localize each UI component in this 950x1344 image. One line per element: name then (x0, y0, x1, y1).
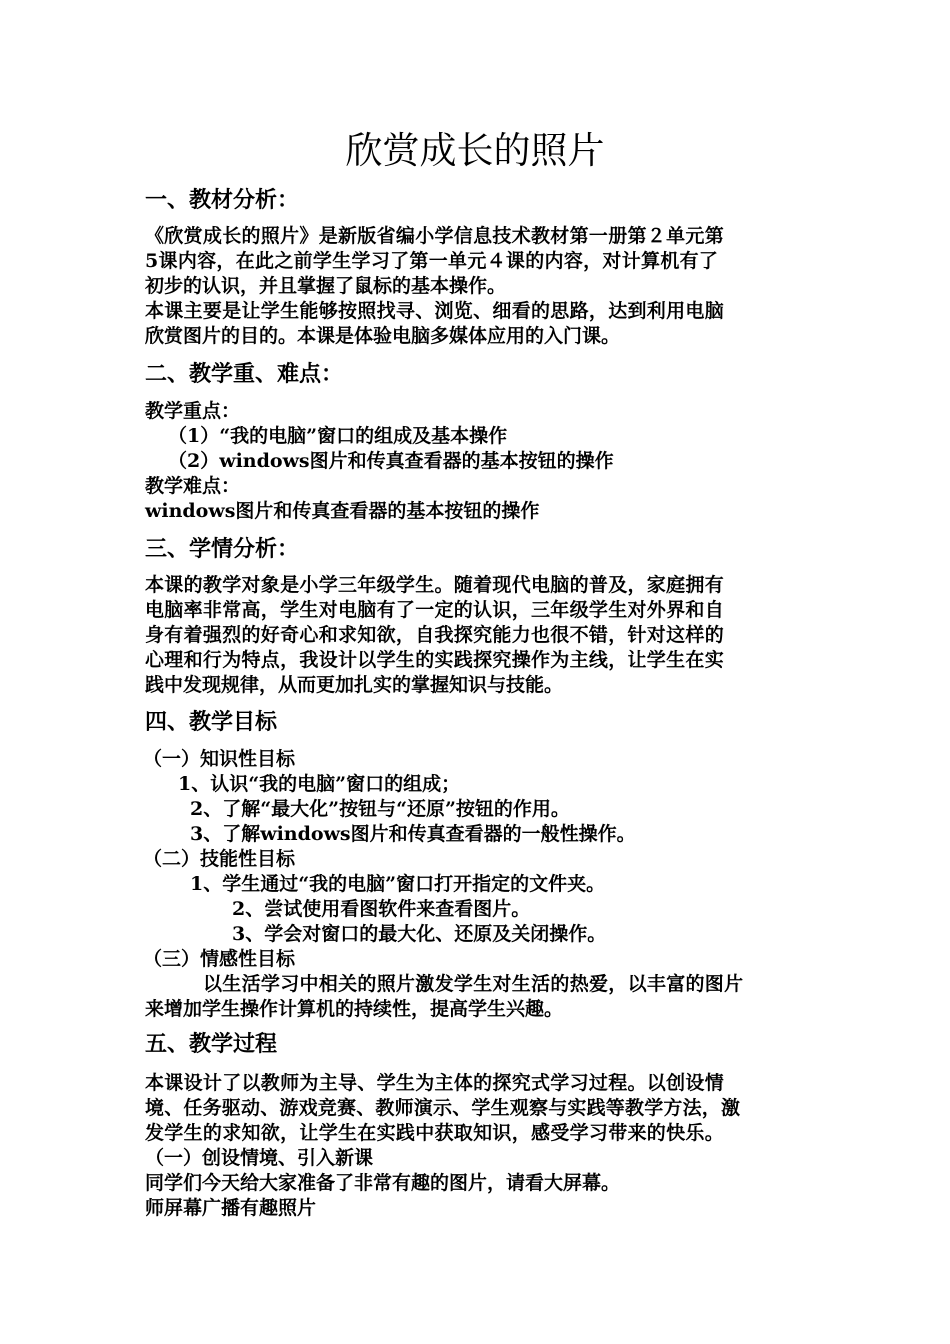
paragraph-line: 《欣赏成长的照片》是新版省编小学信息技术教材第一册第２单元第 (145, 225, 725, 247)
list-item: 2、了解“最大化”按钮与“还原”按钮的作用。 (190, 798, 570, 820)
paragraph-line: 电脑率非常高，学生对电脑有了一定的认识，三年级学生对外界和自 (145, 599, 725, 621)
paragraph-line: 境、任务驱动、游戏竞赛、教师演示、学生观察与实践等教学方法，激 (145, 1097, 741, 1119)
paragraph-line: 欣赏图片的目的。本课是体验电脑多媒体应用的入门课。 (145, 325, 621, 347)
paragraph-line: 本课设计了以教师为主导、学生为主体的探究式学习过程。以创设情 (145, 1072, 725, 1094)
paragraph-line: 师屏幕广播有趣照片 (145, 1197, 317, 1219)
list-item: 1、学生通过“我的电脑”窗口打开指定的文件夹。 (190, 873, 606, 895)
list-item: （1）“我的电脑”窗口的组成及基本操作 (168, 425, 508, 447)
paragraph-line: 践中发现规律，从而更加扎实的掌握知识与技能。 (145, 674, 564, 696)
list-item: （2）windows图片和传真查看器的基本按钮的操作 (168, 450, 614, 472)
section-heading: 二、教学重、难点： (145, 362, 344, 387)
paragraph-line: 教学难点： (145, 475, 241, 497)
subsection-heading: （三）情感性目标 (143, 948, 296, 970)
paragraph-line: 发学生的求知欲，让学生在实践中获取知识，感受学习带来的快乐。 (145, 1122, 725, 1144)
section-heading: 三、学情分析： (145, 537, 300, 562)
list-item: 3、了解windows图片和传真查看器的一般性操作。 (190, 823, 636, 845)
list-item: 1、认识“我的电脑”窗口的组成； (178, 773, 461, 795)
document-title: 欣赏成长的照片 (345, 129, 605, 172)
subsection-heading: （一）知识性目标 (143, 748, 296, 770)
subsection-heading: （二）技能性目标 (143, 848, 296, 870)
paragraph-line: windows图片和传真查看器的基本按钮的操作 (145, 500, 540, 522)
section-heading: 五、教学过程 (145, 1032, 278, 1057)
paragraph-line: 来增加学生操作计算机的持续性，提高学生兴趣。 (145, 998, 564, 1020)
paragraph-line: 教学重点： (145, 400, 241, 422)
paragraph-line: 心理和行为特点，我设计以学生的实践探究操作为主线，让学生在实 (145, 649, 725, 671)
paragraph-line: 5课内容，在此之前学生学习了第一单元４课的内容，对计算机有了 (145, 250, 719, 272)
section-heading: 一、教材分析： (145, 188, 300, 213)
paragraph-line: 本课的教学对象是小学三年级学生。随着现代电脑的普及，家庭拥有 (145, 574, 725, 596)
list-item: 3、学会对窗口的最大化、还原及关闭操作。 (232, 923, 607, 945)
paragraph-line: 初步的认识，并且掌握了鼠标的基本操作。 (145, 275, 507, 297)
paragraph-line: 本课主要是让学生能够按照找寻、浏览、细看的思路，达到利用电脑 (145, 300, 725, 322)
subsection-heading: （一）创设情境、引入新课 (145, 1147, 374, 1169)
paragraph-line: 身有着强烈的好奇心和求知欲，自我探究能力也很不错，针对这样的 (145, 624, 725, 646)
paragraph-line: 以生活学习中相关的照片激发学生对生活的热爱，以丰富的图片 (203, 973, 744, 995)
paragraph-line: 同学们今天给大家准备了非常有趣的图片，请看大屏幕。 (145, 1172, 621, 1194)
section-heading: 四、教学目标 (145, 710, 278, 735)
list-item: 2、尝试使用看图软件来查看图片。 (232, 898, 531, 920)
